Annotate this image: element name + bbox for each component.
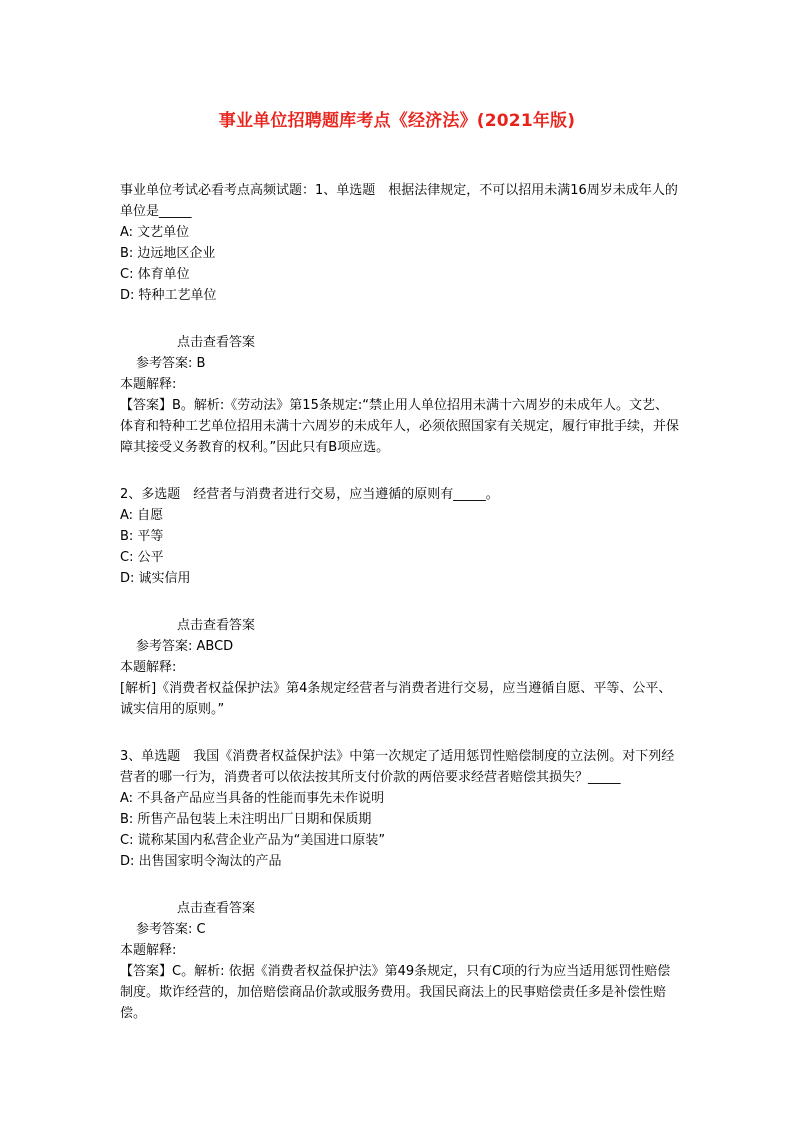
option-c: C: 公平 xyxy=(120,550,164,565)
show-answer-link[interactable]: 点击查看答案 xyxy=(177,618,256,633)
option-c: C: 体育单位 xyxy=(120,267,190,282)
option-d: D: 出售国家明令淘汰的产品 xyxy=(120,854,282,869)
question-3 xyxy=(120,746,680,1024)
document-content xyxy=(120,180,680,1024)
option-b: B: 所售产品包装上未注明出厂日期和保质期 xyxy=(120,812,372,827)
reference-answer: 参考答案: C xyxy=(136,922,206,937)
spacer xyxy=(120,458,680,484)
spacer xyxy=(120,306,680,327)
show-answer-link[interactable]: 点击查看答案 xyxy=(177,901,256,916)
explanation-text: 【答案】C。解析: 依据《消费者权益保护法》第49条规定，只有C项的行为应当适用惩罚性赔偿制度。欺诈经营的，加倍赔偿商品价款或服务费用。我国民商法上的民事赔偿责任多是补偿性赔偿。 xyxy=(120,964,671,1021)
spacer xyxy=(120,720,680,746)
explanation-label: 本题解释: xyxy=(120,943,177,958)
reference-answer: 参考答案: B xyxy=(136,356,206,371)
question-stem: 3、单选题 我国《消费者权益保护法》中第一次规定了适用惩罚性赔偿制度的立法例。对下列经营者的哪一行为，消费者可以依法按其所支付价款的两倍要求经营者赔偿其损失？_____ xyxy=(120,749,675,785)
spacer xyxy=(120,872,680,893)
spacer xyxy=(120,589,680,610)
question-2 xyxy=(120,484,680,720)
option-b: B: 平等 xyxy=(120,529,164,544)
show-answer-link[interactable]: 点击查看答案 xyxy=(177,335,256,350)
explanation-text: 【答案】B。解析:《劳动法》第15条规定:“禁止用人单位招用未满十六周岁的未成年人。文艺、体育和特种工艺单位招用未满十六周岁的未成年人，必须依照国家有关规定，履行审批手续，并保障其接受义务教育的权利。”因此只有B项应选。 xyxy=(120,398,680,455)
explanation-label: 本题解释: xyxy=(120,377,177,392)
question-1 xyxy=(120,180,680,458)
document-title: 事业单位招聘题库考点《经济法》(2021年版) xyxy=(218,111,576,131)
explanation-label: 本题解释: xyxy=(120,660,177,675)
option-a: A: 不具备产品应当具备的性能而事先未作说明 xyxy=(120,791,385,806)
option-d: D: 特种工艺单位 xyxy=(120,288,217,303)
question-stem: 2、多选题 经营者与消费者进行交易，应当遵循的原则有_____。 xyxy=(120,487,499,502)
option-a: A: 文艺单位 xyxy=(120,225,190,240)
option-a: A: 自愿 xyxy=(120,508,164,523)
question-stem: 事业单位考试必看考点高频试题：1、单选题 根据法律规定，不可以招用未满16周岁未成年人的单位是_____ xyxy=(120,183,678,219)
reference-answer: 参考答案: ABCD xyxy=(136,639,234,654)
option-d: D: 诚实信用 xyxy=(120,571,191,586)
explanation-text: [解析]《消费者权益保护法》第4条规定经营者与消费者进行交易，应当遵循自愿、平等、公平、诚实信用的原则。” xyxy=(120,681,672,717)
option-b: B: 边远地区企业 xyxy=(120,246,216,261)
option-c: C: 谎称某国内私营企业产品为“美国进口原装” xyxy=(120,833,386,848)
